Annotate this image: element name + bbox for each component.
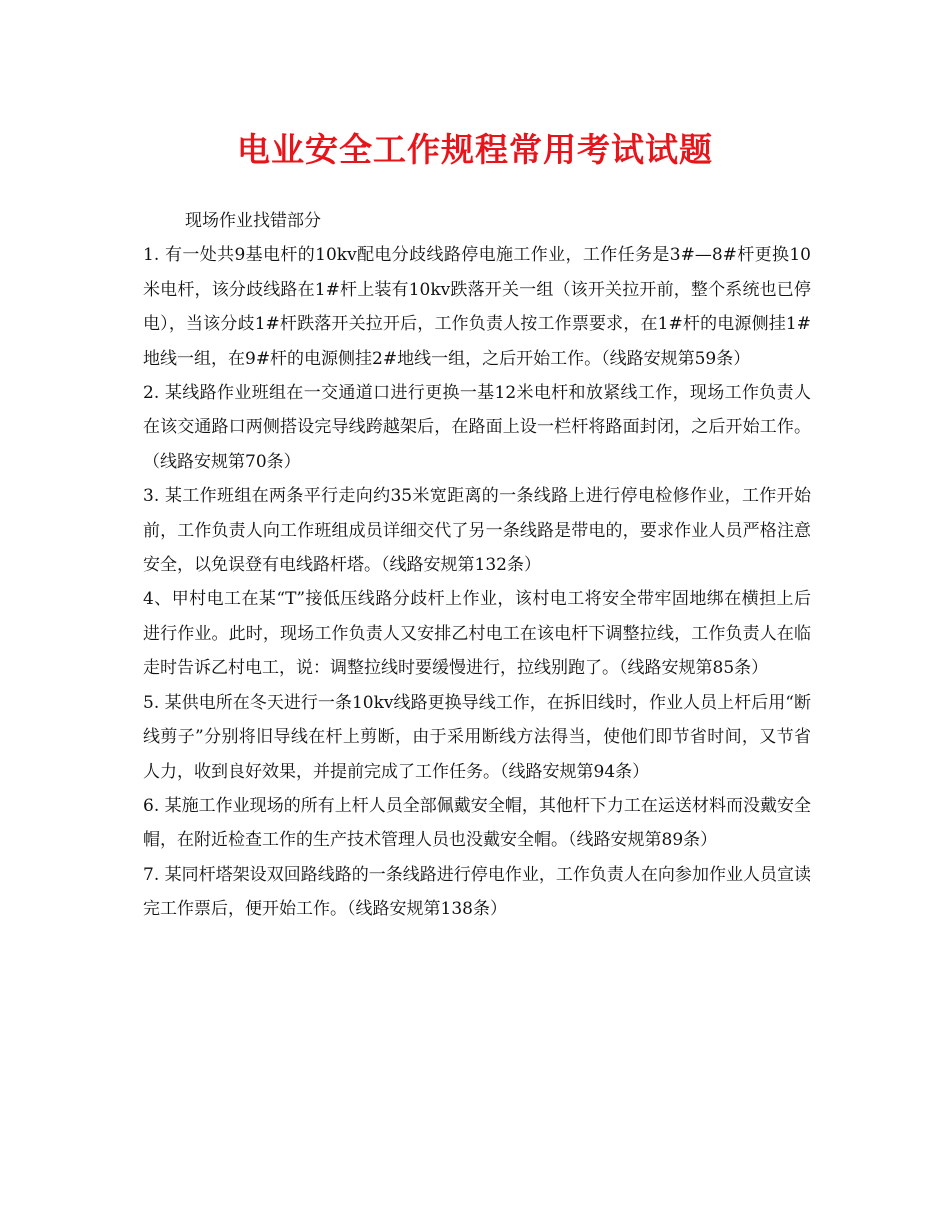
question-6: 6. 某施工作业现场的所有上杆人员全部佩戴安全帽，其他杆下力工在运送材料而没戴安全帽，在附近检查工作的生产技术管理人员也没戴安全帽。（线路安规第89条）	[143, 795, 811, 851]
question-7: 7. 某同杆塔架设双回路线路的一条线路进行停电作业，工作负责人在向参加作业人员宣读完工作票后，便开始工作。（线路安规第138条）	[143, 864, 811, 920]
question-1: 1. 有一处共9基电杆的10kv配电分歧线路停电施工作业，工作任务是3#—8#杆更换10米电杆，该分歧线路在1#杆上装有10kv跌落开关一组（该开关拉开前，整个系统也已停电），当该分歧1#杆跌落开关拉开后，工作负责人按工作票要求，在1#杆的电源侧挂1#地线一组，在9#杆的电源侧挂2#地线一组，之后开始工作。（线路安规第59条）	[143, 245, 811, 369]
document-title: 电业安全工作规程常用考试试题	[237, 130, 713, 169]
section-heading: 现场作业找错部分	[185, 211, 321, 231]
question-3: 3. 某工作班组在两条平行走向约35米宽距离的一条线路上进行停电检修作业，工作开始前，工作负责人向工作班组成员详细交代了另一条线路是带电的，要求作业人员严格注意安全，以免误登有电线路杆塔。（线路安规第132条）	[143, 486, 811, 576]
question-5: 5. 某供电所在冬天进行一条10kv线路更换导线工作，在拆旧线时，作业人员上杆后用“断线剪子”分别将旧导线在杆上剪断，由于采用断线方法得当，使他们即节省时间，又节省人力，收到良好效果，并提前完成了工作任务。（线路安规第94条）	[143, 692, 811, 782]
document-body	[143, 204, 811, 927]
question-2: 2. 某线路作业班组在一交通道口进行更换一基12米电杆和放紧线工作，现场工作负责人在该交通路口两侧搭设完导线跨越架后，在路面上设一栏杆将路面封闭，之后开始工作。（线路安规第70条）	[143, 383, 811, 472]
question-4: 4、甲村电工在某“T”接低压线路分歧杆上作业，该村电工将安全带牢固地绑在横担上后进行作业。此时，现场工作负责人又安排乙村电工在该电杆下调整拉线，工作负责人在临走时告诉乙村电工，说：调整拉线时要缓慢进行，拉线别跑了。（线路安规第85条）	[143, 589, 811, 679]
